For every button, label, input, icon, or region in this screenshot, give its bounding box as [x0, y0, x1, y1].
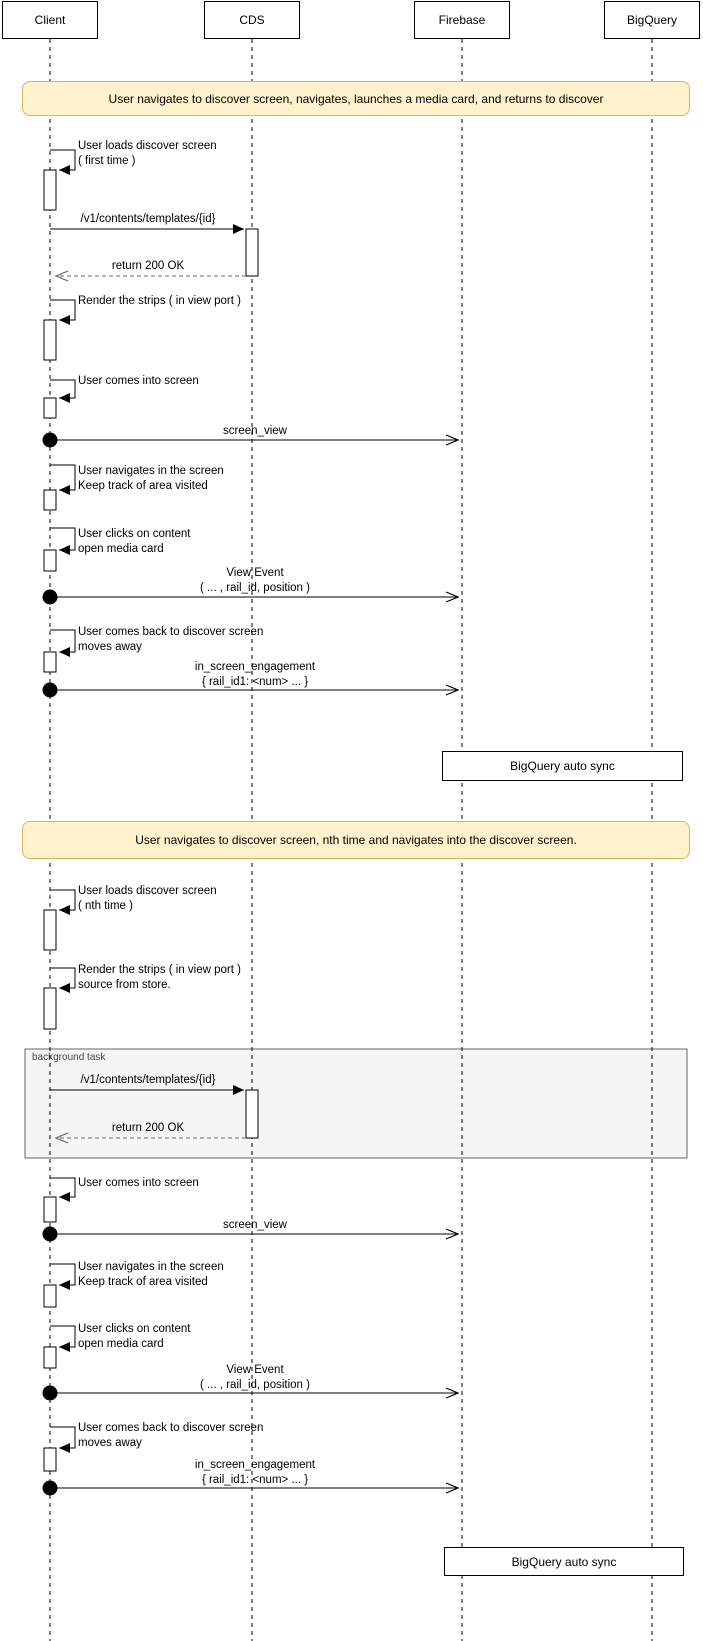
msg-line: View Event: [226, 1364, 284, 1376]
actor-client: [2, 1, 98, 39]
msg-label: [50, 1363, 460, 1393]
activation-bar-cds: [246, 229, 258, 276]
actor-firebase-label: Firebase: [438, 13, 486, 27]
msg-label: Render the strips ( in view port ): [78, 295, 241, 307]
msg-label: [78, 625, 263, 655]
actor-cds: [204, 1, 300, 39]
self-message-navigates-in-screen: [44, 465, 75, 510]
msg-label: screen_view: [223, 1219, 287, 1231]
background-task-frame: [25, 1049, 687, 1158]
self-message-clicks-content: [44, 528, 75, 571]
activation-bar: [44, 910, 56, 950]
msg-label: /v1/contents/templates/{id}: [80, 1074, 216, 1086]
self-message-navigates-in-screen-2: [44, 1264, 75, 1307]
background-task-label: background task: [32, 1052, 106, 1063]
msg-line: User comes back to discover screen: [78, 626, 264, 638]
activation-bar: [44, 170, 56, 210]
msg-label: User comes into screen: [78, 1177, 199, 1189]
self-message-comes-into-screen-2: [44, 1178, 75, 1222]
activation-bar: [44, 988, 56, 1029]
self-message-loads-first-time: [44, 150, 75, 210]
msg-line: ( ... , rail_id, position ): [200, 582, 310, 594]
section2-banner: User navigates to discover screen, nth time and navigates into the discover screen.: [22, 821, 690, 859]
bigquery-auto-sync-box-2: BigQuery auto sync: [444, 1547, 684, 1576]
msg-label: [78, 464, 224, 494]
msg-line: ( ... , rail_id, position ): [200, 1379, 310, 1391]
msg-label: screen_view: [223, 425, 287, 437]
msg-line: Keep track of area visited: [78, 480, 208, 492]
msg-line: User navigates in the screen: [78, 1261, 224, 1273]
msg-label: [78, 884, 217, 914]
msg-line: View Event: [226, 567, 284, 579]
msg-line: User comes back to discover screen: [78, 1422, 264, 1434]
msg-label: [78, 963, 241, 993]
actor-client-label: Client: [34, 13, 66, 27]
msg-label: return 200 OK: [111, 1122, 185, 1134]
msg-line: User loads discover screen: [78, 140, 217, 152]
msg-line: moves away: [78, 1437, 142, 1449]
self-message-render-strips: [44, 300, 75, 360]
msg-line: open media card: [78, 1338, 164, 1350]
self-message-render-from-store: [44, 968, 75, 1029]
self-message-clicks-content-2: [44, 1326, 75, 1368]
self-message-loads-nth-time: [44, 890, 75, 950]
actor-bigquery: [604, 1, 700, 39]
msg-label: [78, 527, 191, 557]
msg-label: [50, 1458, 460, 1488]
msg-label: User comes into screen: [78, 375, 199, 387]
activation-bar: [44, 1285, 56, 1307]
activation-bar: [44, 398, 56, 418]
msg-line: User loads discover screen: [78, 885, 217, 897]
msg-label: [78, 1260, 224, 1290]
msg-label: return 200 OK: [111, 260, 185, 272]
msg-line: source from store.: [78, 979, 171, 991]
msg-label: [78, 139, 217, 169]
msg-line: Render the strips ( in view port ): [78, 964, 241, 976]
msg-line: User clicks on content: [78, 1323, 191, 1335]
self-message-comes-into-screen: [44, 380, 75, 418]
msg-label: [78, 1322, 191, 1352]
actor-cds-label: CDS: [239, 13, 265, 27]
msg-label: [78, 1421, 263, 1451]
msg-line: ( nth time ): [78, 900, 133, 912]
msg-line: Keep track of area visited: [78, 1276, 208, 1288]
msg-line: in_screen_engagement: [194, 1459, 316, 1471]
bigquery-auto-sync-box-1: BigQuery auto sync: [442, 751, 683, 781]
msg-label: [50, 660, 460, 690]
msg-line: { rail_id1: <num> ... }: [201, 676, 309, 688]
actor-bigquery-label: BigQuery: [626, 13, 678, 27]
msg-line: User navigates in the screen: [78, 465, 224, 477]
msg-line: in_screen_engagement: [194, 661, 316, 673]
activation-bar: [44, 320, 56, 360]
msg-line: User clicks on content: [78, 528, 191, 540]
msg-line: open media card: [78, 543, 164, 555]
actor-firebase: [414, 1, 510, 39]
msg-line: moves away: [78, 641, 142, 653]
activation-bar-cds: [246, 1090, 258, 1138]
msg-line: ( first time ): [78, 155, 136, 167]
msg-label: [50, 566, 460, 596]
activation-bar: [44, 490, 56, 510]
msg-line: { rail_id1: <num> ... }: [201, 1474, 309, 1486]
section1-banner: User navigates to discover screen, navigates, launches a media card, and returns to discover: [22, 81, 690, 116]
msg-label: /v1/contents/templates/{id}: [80, 213, 216, 225]
